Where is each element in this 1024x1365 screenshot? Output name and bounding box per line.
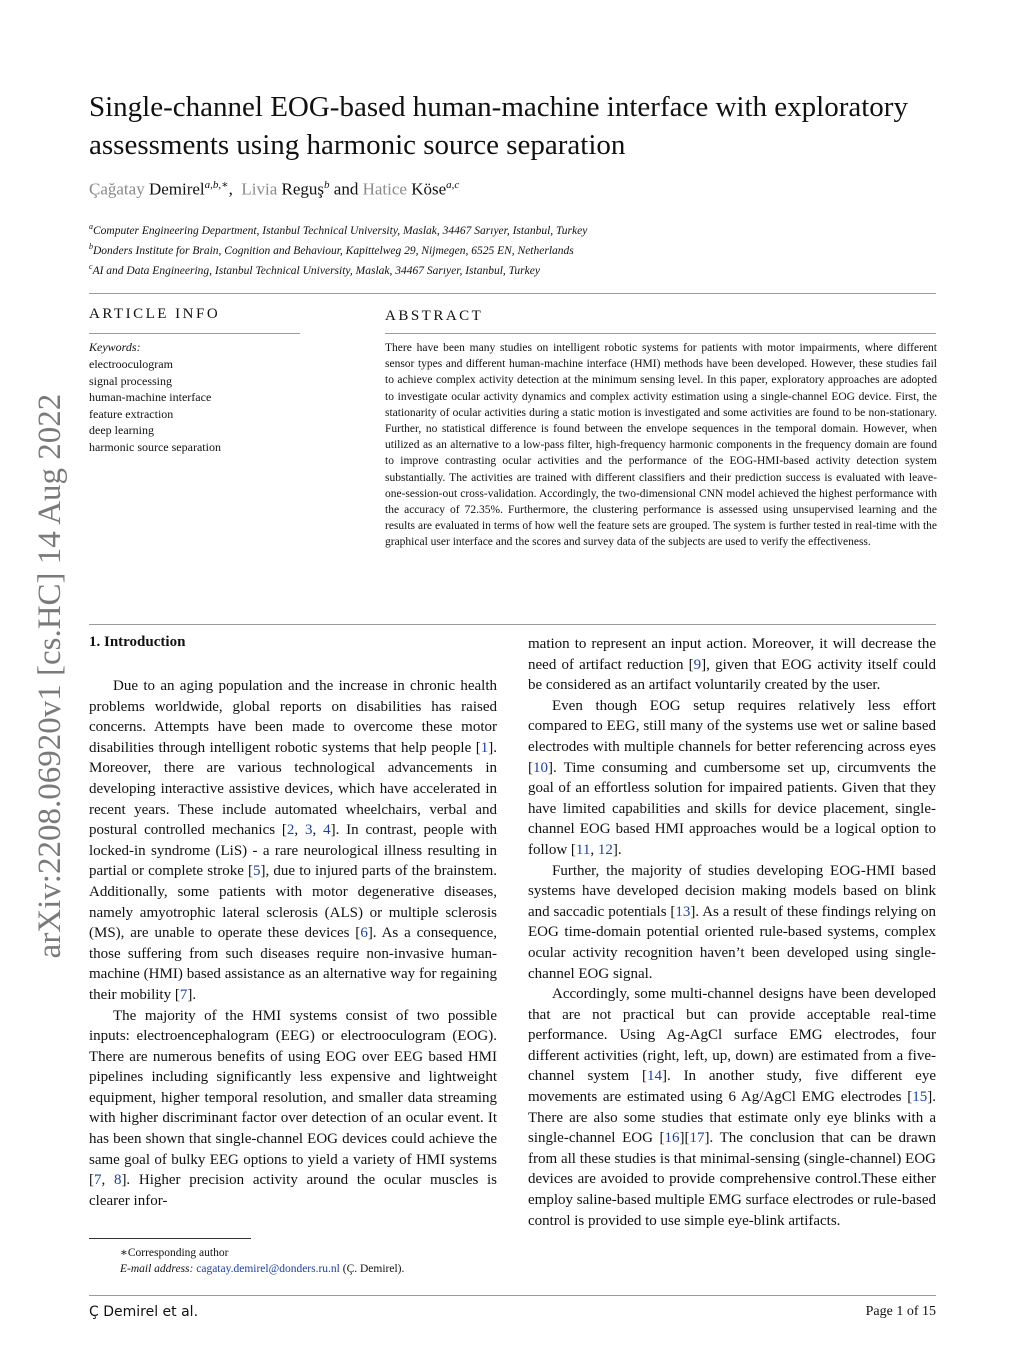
affiliation xyxy=(89,222,587,237)
citation-link[interactable]: 16 xyxy=(664,1130,680,1147)
paragraph-text: ]. Time consuming and cumbersome set up, circumvents the goal of an effortless solution for impaired patients. Given that they have limited capabilities and skills for device placement, single-channel EOG based HMI approaches would be a logical option to follow [ xyxy=(528,759,936,858)
paragraph-text: Further, the majority of studies developing EOG-HMI based systems have developed decision making models based on blink and saccadic potentials [ xyxy=(528,862,936,920)
citation-link[interactable]: 5 xyxy=(253,863,261,880)
footnote-divider xyxy=(89,1238,251,1239)
abstract-text: There have been many studies on intelligent robotic systems for patients with motor impairments, where different sensor types and different human-machine interface (HMI) methods have been developed. However, these studies fail to achieve complex activity detection at the minimum sensing level. In this paper, exploratory approaches are adopted to investigate ocular activity dynamics and complex activity estimation using a single-channel EOG device. First, the stationarity of ocular activities during a static motion is investigated and some activities are found to be non-stationary. Further, no statistical difference is found between the envelope sequences in the temporal domain. However, when utilized as an alternative to a low-pass filter, high-frequency harmonic components in the frequency domain are found to improve contrasting ocular activities and the performance of the EOG-HMI-based activity detection system substantially. The activities are trained with different classifiers and their prediction success is evaluated with leave-one-session-out cross-validation. Accordingly, the two-dimensional CNN model achieved the highest performance with the accuracy of 72.35%. Furthermore, the clustering performance is assessed using unsupervised learning and the results are evaluated in terms of how well the feature sets are grouped. The system is further tested in real-time with the graphical user interface and the scores and survey data of the subjects are used to verify the effectiveness. xyxy=(385,342,937,549)
paragraph-text: Even though EOG setup requires relatively less effort compared to EEG, still many of the systems use wet or saline based electrodes with multiple channels for better referencing across eyes [ xyxy=(528,697,936,776)
email-link[interactable]: cagatay.demirel@donders.ru.nl xyxy=(196,1263,340,1275)
section-heading-introduction: 1. Introduction xyxy=(89,634,186,650)
paragraph-text: mation to represent an input action. Moreover, it will decrease the need of artifact reduction [ xyxy=(528,636,936,673)
paragraph-text: Due to an aging population and the increase in chronic health problems worldwide, global reports on disabilities has raised concerns. Attempts have been made to overcome these motor disabilities through intelligent robotic systems that help people [ xyxy=(89,678,497,756)
paragraph-text: ]. xyxy=(187,986,197,1003)
keyword-item: signal processing xyxy=(89,373,172,388)
abstract-divider xyxy=(385,333,936,334)
paragraph-text: ], due to injured parts of the brainstem. Additionally, some patients with motor degenerative diseases, namely amyotrophic lateral sclerosis (ALS) or multiple sclerosis (MS), are unable to operate these devices [ xyxy=(89,863,498,942)
citation-link[interactable]: 7 xyxy=(179,986,188,1003)
author-affil-mark: a,c xyxy=(446,179,460,191)
keyword-item: electrooculogram xyxy=(89,357,173,371)
paragraph-text: ][ xyxy=(679,1130,690,1147)
affiliation xyxy=(89,262,540,277)
paragraph-text: , xyxy=(312,822,324,839)
citation-link[interactable]: 1 xyxy=(480,739,489,756)
paragraph-text: ], given that EOG activity itself could be considered as an artifact voluntarily created by the user. xyxy=(528,656,936,694)
citation-link[interactable]: 13 xyxy=(675,903,691,920)
author-first-name[interactable]: Çağatay xyxy=(89,179,145,199)
article-info-heading: ARTICLE INFO xyxy=(89,306,221,322)
keyword-item: human-machine interface xyxy=(89,390,212,404)
article-info-divider xyxy=(89,333,300,334)
keyword-item: feature extraction xyxy=(89,406,174,421)
paragraph-text: , xyxy=(294,822,305,839)
abstract-end-divider xyxy=(89,624,936,625)
body-paragraph xyxy=(528,861,936,985)
paragraph-text: ]. Moreover, there are various technological advancements in developing interactive assistive devices, which have accelerated in recent years. These include automated wheelchairs, verbal and postural controlled mechanics [ xyxy=(89,739,497,839)
author-separator: , xyxy=(228,179,233,199)
author-first-name[interactable]: Livia xyxy=(241,179,278,199)
citation-link[interactable]: 15 xyxy=(912,1089,928,1106)
paper-title: Single-channel EOG-based human-machine interface with exploratory assessments using harmonic source separation xyxy=(89,91,908,161)
right-column-body xyxy=(528,634,936,1231)
citation-link[interactable]: 11 xyxy=(575,841,591,858)
paragraph-text: ]. In another study, five different eye movements are estimated using 6 Ag/AgCl EMG electrodes [ xyxy=(528,1068,936,1106)
paragraph-text: Accordingly, some multi-channel designs have been developed that are not practical but can provide acceptable real-time performance. Using Ag-AgCl surface EMG electrodes, four different activities (right, left, up, down) are estimated from a five-channel system [ xyxy=(528,986,936,1085)
author-separator: and xyxy=(333,179,359,199)
keyword-item: deep learning xyxy=(89,423,154,437)
paragraph-text: ]. Higher precision activity around the ocular muscles is clearer infor- xyxy=(89,1172,498,1209)
paragraph-text: ]. In contrast, people with locked-in syndrome (LiS) - a rare neurological illness resulting in partial or complete stroke [ xyxy=(89,822,498,880)
paragraph-text: , xyxy=(590,841,598,858)
left-column-body xyxy=(89,676,497,1211)
affiliation-text: Donders Institute for Brain, Cognition and Behaviour, Kapittelweg 29, Nijmegen, 6525 EN, Netherlands xyxy=(93,244,574,257)
keywords-label: Keywords: xyxy=(89,340,141,354)
abstract-heading: ABSTRACT xyxy=(385,308,484,324)
citation-link[interactable]: 8 xyxy=(113,1172,122,1189)
citation-link[interactable]: 12 xyxy=(597,841,613,858)
author-last-name: Köse xyxy=(411,179,447,199)
header-divider xyxy=(89,293,936,294)
citation-link[interactable]: 14 xyxy=(646,1068,662,1085)
keyword-item: harmonic source separation xyxy=(89,439,221,454)
affiliation-mark: b xyxy=(89,242,93,251)
footnote xyxy=(120,1245,404,1277)
body-paragraph xyxy=(528,984,936,1231)
body-paragraph xyxy=(528,634,936,696)
corresponding-author-note: ∗Corresponding author xyxy=(120,1247,229,1259)
affiliation-mark: a xyxy=(89,222,93,231)
email-suffix: (Ç. Demirel). xyxy=(342,1263,405,1275)
paragraph-text: ]. xyxy=(612,841,622,858)
paragraph-text: ]. The conclusion that can be drawn from all these studies is that minimal-sensing (single-channel) EOG devices are avoided to provide comprehensive control.These either employ saline-based multiple EMG surface electrodes or rule-based control is provided to use simple eye-blink artifacts. xyxy=(528,1130,936,1229)
author-affil-mark: a,b,∗ xyxy=(204,179,229,191)
author-last-name: Demirel xyxy=(148,179,205,199)
author-list xyxy=(89,178,459,200)
author-affil-mark: b xyxy=(324,179,330,191)
citation-link[interactable]: 3 xyxy=(305,822,313,839)
footer-author: Ç Demirel et al. xyxy=(89,1304,199,1320)
citation-link[interactable]: 9 xyxy=(693,656,702,673)
body-paragraph xyxy=(89,676,497,1006)
citation-link[interactable]: 7 xyxy=(94,1172,102,1189)
body-paragraph xyxy=(528,696,936,861)
author-last-name: Reguş xyxy=(281,179,325,199)
author-first-name[interactable]: Hatice xyxy=(362,179,407,199)
citation-link[interactable]: 10 xyxy=(533,759,548,776)
paragraph-text: The majority of the HMI systems consist of two possible inputs: electroencephalogram (EEG) or electrooculogram (EOG). There are numerous benefits of using EOG over EEG based HMI pipelines including significantly less expensive and lightweight equipment, higher temporal resolution, and smaller data streaming with higher discriminant factor over detection of an ocular event. It has been shown that single-channel EOG devices could achieve the same goal of bulky EEG options to yield a variety of HMI systems [ xyxy=(89,1007,497,1189)
paragraph-text: ]. There are also some studies that estimate only eye blinks with a single-channel EOG [ xyxy=(528,1089,936,1147)
body-paragraph xyxy=(89,1006,497,1212)
keyword-list xyxy=(89,356,221,455)
citation-link[interactable]: 6 xyxy=(360,925,368,942)
footer-divider xyxy=(89,1295,936,1296)
email-label: E-mail address: xyxy=(120,1263,194,1275)
paragraph-text: ]. As a consequence, those suffering from such diseases require non-invasive human-machine (HMI) based assistance as an alternative way for regaining their mobility [ xyxy=(89,925,498,1003)
citation-link[interactable]: 2 xyxy=(286,822,295,839)
affiliation-text: Computer Engineering Department, Istanbul Technical University, Maslak, 34467 Sarıyer, Istanbul, Turkey xyxy=(93,224,588,237)
affiliation xyxy=(89,242,574,257)
citation-link[interactable]: 17 xyxy=(689,1130,705,1147)
paragraph-text: , xyxy=(101,1172,114,1189)
keywords-label-text: Keywords xyxy=(89,340,137,354)
page-number: Page 1 of 15 xyxy=(865,1304,936,1319)
affiliation-text: AI and Data Engineering, Istanbul Technical University, Maslak, 34467 Sarıyer, Istanbul, Turkey xyxy=(92,264,540,277)
paragraph-text: ]. As a result of these findings relying on EOG time-domain potential oriented rule-based systems, complex ocular activity recognition haven’t been developed using single-channel EOG signal. xyxy=(528,903,936,982)
email-line xyxy=(120,1261,404,1277)
affiliation-mark: c xyxy=(89,262,93,271)
arxiv-stamp: arXiv:2208.06920v1 [cs.HC] 14 Aug 2022 xyxy=(32,393,68,959)
citation-link[interactable]: 4 xyxy=(323,822,331,839)
